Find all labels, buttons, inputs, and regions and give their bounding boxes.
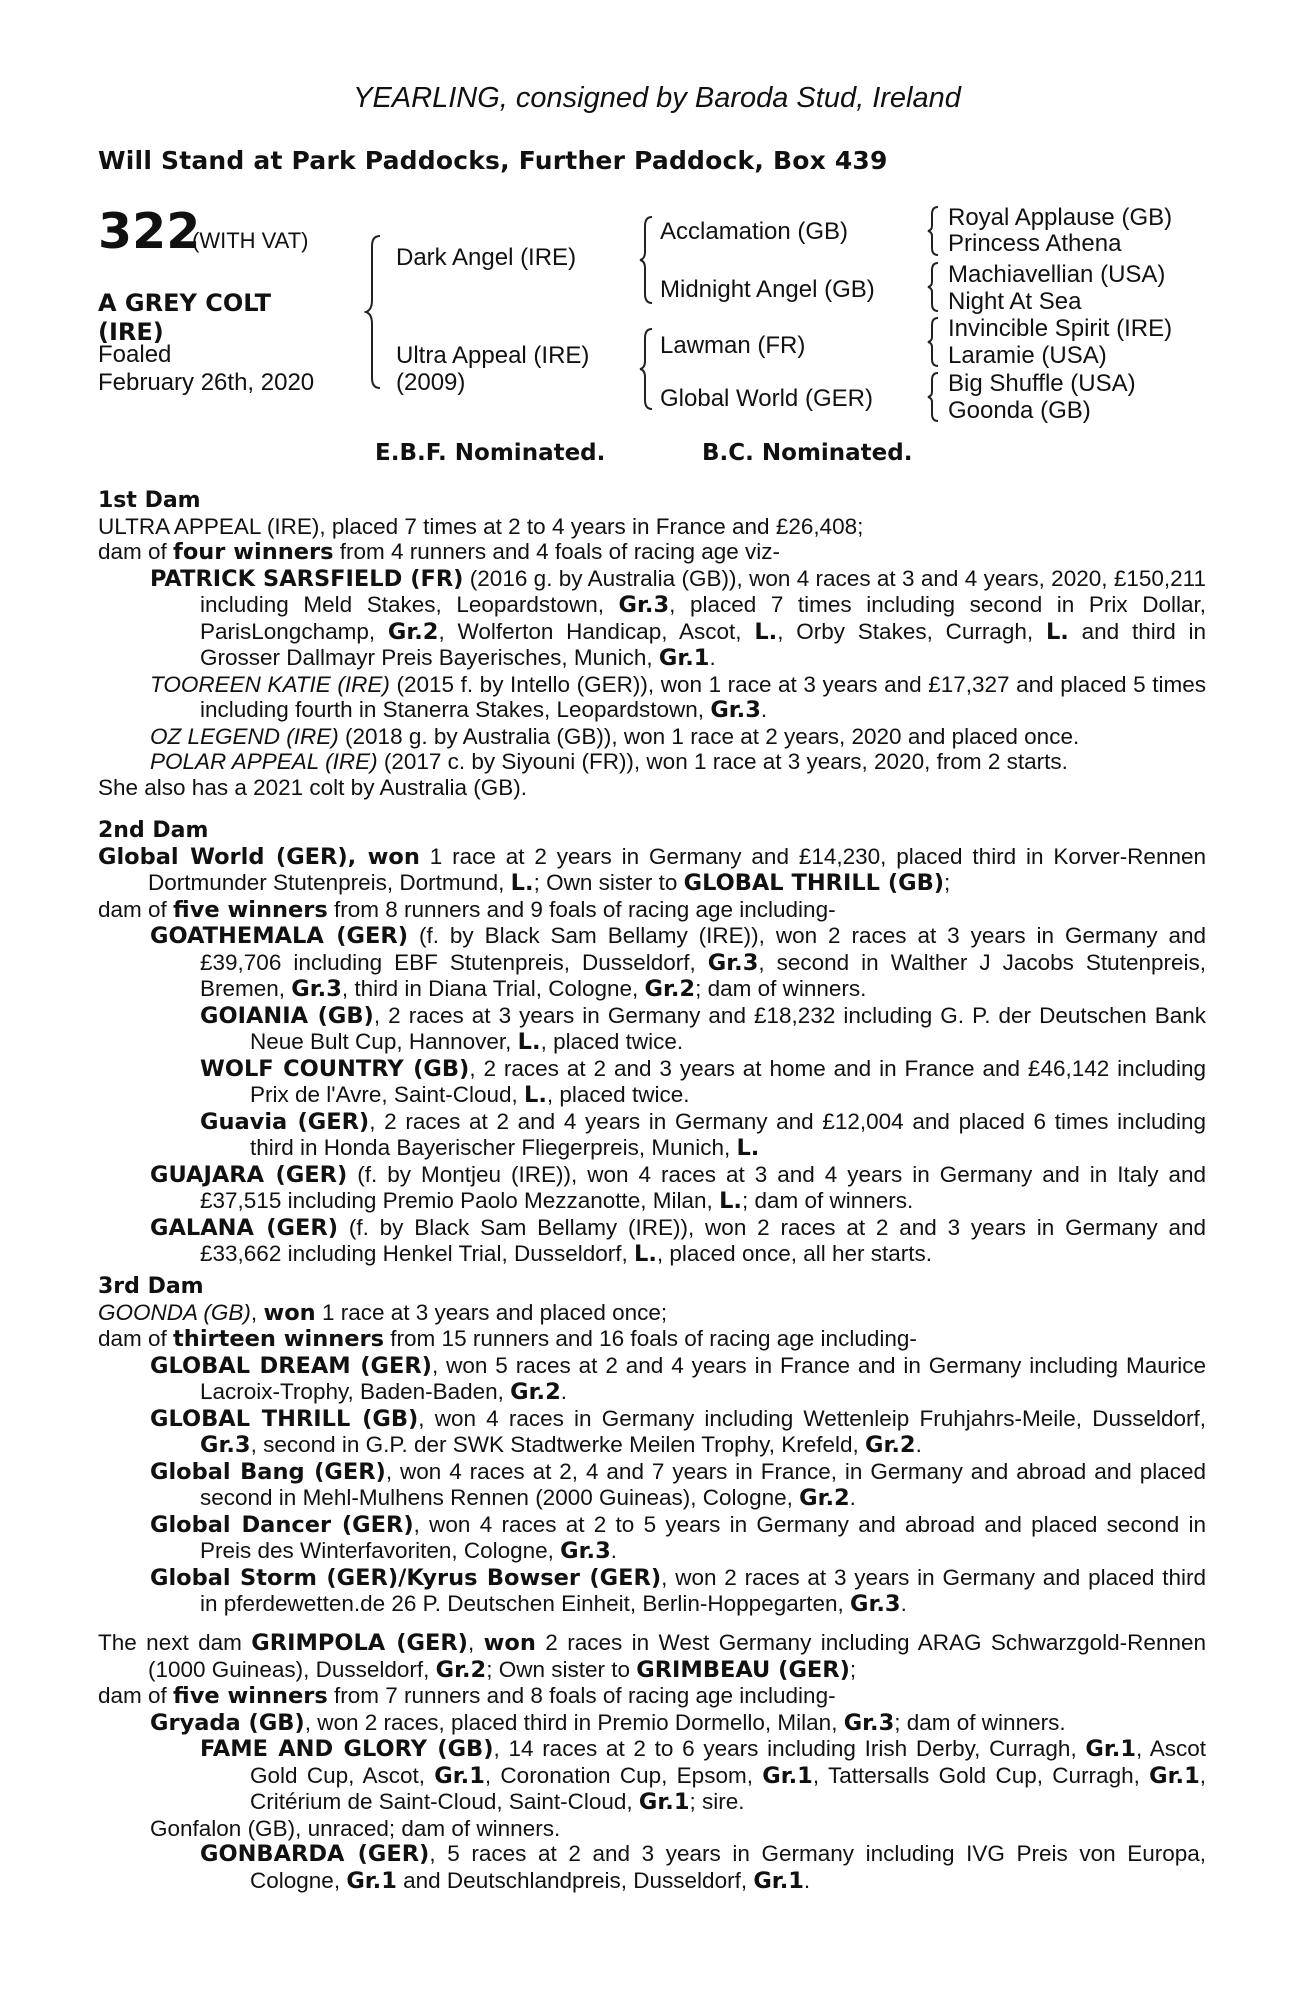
text-run: Gr.1: [638, 1789, 690, 1815]
text-run: , second in G.P. der SWK Stadtwerke Meilen Trophy, Krefeld,: [250, 1432, 866, 1457]
text-run: ; dam of winners.: [894, 1709, 1066, 1735]
brace-gen3-1: [926, 204, 944, 258]
text-run: GLOBAL THRILL (GB): [683, 870, 945, 896]
text-run: GRIMBEAU (GER): [636, 1656, 850, 1683]
text-run: dam of: [98, 1683, 174, 1708]
second-dam-section: [98, 818, 1206, 1268]
text-run: ULTRA APPEAL (IRE), placed 7 times at 2 to 4 years in France and £26,408;: [98, 513, 864, 539]
text-run: GRIMPOLA (GER): [251, 1630, 468, 1656]
lot-origin: (IRE): [98, 318, 164, 346]
text-run: , won: [347, 843, 420, 870]
text-paragraph: [98, 1683, 1206, 1710]
text-run: , 2 races at 2 and 3 years at home and in France and £46,142 including Prix de l'Avre, Saint-Cloud,: [250, 1055, 1206, 1107]
bc-nominated: B.C. Nominated.: [702, 440, 913, 466]
text-run: L.: [510, 870, 534, 896]
progeny-entry: [150, 749, 1206, 775]
first-dam-section: [98, 488, 1206, 800]
text-run: L.: [524, 1082, 547, 1108]
text-run: Gr.1: [434, 1762, 485, 1789]
text-run: GLOBAL DREAM (GER): [150, 1352, 432, 1379]
text-paragraph: [98, 897, 1206, 924]
dam-sire: Lawman (FR): [660, 332, 806, 359]
progeny-entry: [150, 1565, 1206, 1618]
text-run: Gr.2: [435, 1656, 487, 1683]
stand-location: Will Stand at Park Paddocks, Further Paddock, Box 439: [98, 146, 888, 175]
text-run: and third in Grosser Dallmayr Preis Bayerisches, Munich,: [200, 618, 1207, 670]
foaled-date: February 26th, 2020: [98, 369, 315, 396]
text-run: GOIANIA (GB): [200, 1002, 374, 1029]
text-run: Gr.2: [510, 1379, 561, 1405]
text-run: Gr.1: [753, 1867, 804, 1894]
text-run: , 2 races at 3 years in Germany and £18,232 including G. P. der Deutschen Bank Neue Bult Cup, Hannover,: [250, 1002, 1206, 1054]
text-run: OZ LEGEND (IRE): [150, 723, 339, 749]
sire-dam: Midnight Angel (GB): [660, 276, 875, 303]
text-run: Gr.1: [1085, 1736, 1136, 1762]
text-run: from 8 runners and 9 foals of racing age including-: [327, 896, 836, 922]
text-run: WOLF COUNTRY (GB): [200, 1055, 470, 1082]
gen3-dss: Invincible Spirit (IRE): [948, 315, 1173, 342]
text-run: (f. by Black Sam Bellamy (IRE)), won 2 races at 2 and 3 years in Germany and £33,662 including Henkel Trial, Dusseldorf,: [200, 1214, 1206, 1266]
brace-gen3-3: [926, 315, 944, 369]
text-run: four winners: [173, 539, 334, 565]
text-run: .: [900, 1591, 907, 1616]
text-run: , won 4 races at 2 to 5 years in Germany and abroad and placed second in Preis des Winterfavoriten, Cologne,: [200, 1511, 1207, 1563]
text-run: L.: [1045, 618, 1069, 645]
progeny-entry: [150, 1512, 1206, 1565]
text-run: L.: [719, 1188, 742, 1214]
gen3-dsd: Laramie (USA): [948, 342, 1107, 369]
text-paragraph: [98, 1630, 1206, 1683]
text-run: , Ascot Gold Cup, Ascot,: [250, 1736, 1206, 1788]
progeny-entry: [150, 672, 1206, 724]
gen3-sss: Royal Applause (GB): [948, 204, 1173, 231]
text-run: Gr.1: [658, 645, 710, 671]
lot-description: A GREY COLT: [98, 289, 271, 317]
text-run: , placed 7 times including second in Prix Dollar, ParisLongchamp,: [200, 592, 1206, 644]
text-run: , 2 races at 2 and 4 years in Germany and £12,004 and placed 6 times including third in Honda Bayerischer Fliegerpreis, Munich,: [250, 1108, 1206, 1160]
text-run: ;: [849, 1656, 857, 1682]
text-run: GUAJARA (GER): [150, 1161, 348, 1188]
text-run: Gr.3: [710, 697, 761, 723]
text-run: 1 race at 3 years and placed once;: [315, 1299, 668, 1325]
text-paragraph: [98, 1300, 1206, 1327]
progeny-entry: [150, 1215, 1206, 1268]
text-run: (2018 g. by Australia (GB)), won 1 race at 2 years, 2020 and placed once.: [338, 723, 1080, 749]
text-run: ; Own sister to: [486, 1656, 637, 1682]
text-run: .: [760, 697, 768, 722]
text-run: Global Dancer (GER): [150, 1511, 414, 1538]
text-run: , second in Walther J Jacobs Stutenpreis, Bremen,: [200, 949, 1206, 1001]
dam-year: (2009): [396, 369, 466, 396]
foaled-label: Foaled: [98, 341, 172, 368]
text-run: POLAR APPEAL (IRE): [150, 749, 378, 774]
text-run: L.: [517, 1029, 541, 1055]
text-run: , Orby Stakes, Curragh,: [777, 618, 1046, 644]
text-run: Gr.3: [843, 1709, 895, 1736]
progeny-entry: [150, 1353, 1206, 1406]
brace-gen3-2: [926, 260, 944, 314]
text-run: GONBARDA (GER): [200, 1841, 430, 1867]
text-paragraph: [98, 1326, 1206, 1353]
text-run: 2 races in West Germany including ARAG Schwarzgold-Rennen (1000 Guineas), Dusseldorf,: [148, 1630, 1206, 1682]
progeny-entry: [200, 1736, 1206, 1816]
text-run: Gr.3: [618, 592, 670, 618]
section-heading: 3rd Dam: [98, 1274, 204, 1299]
vat-label: (WITH VAT): [192, 228, 309, 253]
text-run: , placed twice.: [546, 1082, 690, 1107]
text-run: , Coronation Cup, Epsom,: [484, 1762, 763, 1788]
third-dam-section: [98, 1274, 1206, 1618]
text-run: , Wolferton Handicap, Ascot,: [438, 618, 755, 644]
text-run: GLOBAL THRILL (GB): [150, 1405, 419, 1432]
text-run: ; sire.: [689, 1789, 745, 1814]
section-heading: 1st Dam: [98, 488, 201, 513]
text-run: Global Bang (GER): [150, 1458, 386, 1485]
text-run: 1 race at 2 years in Germany and £14,230, placed third in Korver-Rennen Dortmunder Stutenpreis, Dortmund,: [148, 843, 1207, 895]
text-run: .: [560, 1379, 567, 1404]
text-run: .: [610, 1538, 617, 1563]
text-run: thirteen winners: [173, 1326, 385, 1352]
text-run: Gr.3: [291, 976, 342, 1002]
pedigree-brace-sire: [638, 214, 660, 306]
text-run: five winners: [173, 1683, 328, 1709]
sire-name: Dark Angel (IRE): [396, 244, 577, 271]
text-run: Gr.3: [850, 1591, 901, 1617]
text-run: Gr.3: [560, 1538, 611, 1564]
gen3-dds: Big Shuffle (USA): [948, 370, 1136, 397]
text-paragraph: [98, 844, 1206, 897]
text-run: PATRICK SARSFIELD (FR): [150, 565, 464, 592]
text-paragraph: She also has a 2021 colt by Australia (GB).: [98, 774, 527, 800]
dam-dam: Global World (GER): [660, 385, 873, 412]
text-run: Gr.2: [387, 618, 439, 645]
text-run: (2016 g. by Australia (GB)), won 4 races at 3 and 4 years, 2020, £150,211 including Meld Stakes, Leopardstown,: [200, 565, 1206, 617]
text-run: ; dam of winners.: [695, 976, 867, 1001]
text-run: Gryada (GB): [150, 1709, 305, 1736]
text-run: .: [803, 1867, 811, 1893]
progeny-entry: [200, 1003, 1206, 1056]
text-run: five winners: [173, 896, 328, 923]
progeny-entry: [150, 1459, 1206, 1512]
next-dam-section: [98, 1630, 1206, 1894]
text-run: (2015 f. by Intello (GER)), won 1 race at 3 years and £17,327 and placed 5 times including fourth in Stanerra Stakes, Leopardstown,: [200, 671, 1207, 722]
progeny-entry: [150, 1406, 1206, 1459]
text-run: , won 5 races at 2 and 4 years in France and in Germany including Maurice Lacroix-Trophy, Baden-Baden,: [200, 1352, 1206, 1404]
text-run: .: [849, 1485, 856, 1510]
dam-name: Ultra Appeal (IRE): [396, 342, 590, 369]
text-run: Global Storm (GER)/Kyrus Bowser (GER): [150, 1564, 662, 1591]
gen3-ssd: Princess Athena: [948, 230, 1122, 257]
text-run: The next dam: [98, 1630, 252, 1655]
text-run: Gr.2: [644, 976, 696, 1002]
progeny-entry: [150, 724, 1206, 750]
text-run: ,: [250, 1299, 264, 1325]
text-run: and Deutschlandpreis, Dusseldorf,: [396, 1867, 754, 1893]
text-run: , won 2 races, placed third in Premio Dormello, Milan,: [304, 1709, 844, 1735]
text-run: Gr.2: [865, 1432, 916, 1458]
text-run: GOONDA (GB): [98, 1299, 251, 1325]
section-heading: 2nd Dam: [98, 818, 209, 843]
brace-gen3-4: [926, 370, 944, 424]
text-run: Gr.2: [799, 1485, 850, 1511]
progeny-entry: [150, 566, 1206, 672]
text-run: L.: [634, 1241, 657, 1267]
text-run: from 4 runners and 4 foals of racing age viz-: [333, 539, 781, 564]
text-run: GALANA (GER): [150, 1214, 339, 1241]
pedigree-brace-main: [364, 232, 388, 392]
text-run: dam of: [98, 539, 174, 564]
text-run: , 5 races at 2 and 3 years in Germany including IVG Preis von Europa, Cologne,: [250, 1841, 1207, 1893]
text-run: Gr.1: [1149, 1762, 1200, 1789]
text-run: , 14 races at 2 to 6 years including Irish Derby, Curragh,: [493, 1736, 1086, 1761]
text-run: (f. by Montjeu (IRE)), won 4 races at 3 and 4 years in Germany and in Italy and £37,515 including Premio Paolo Mezzanotte, Milan,: [200, 1161, 1207, 1213]
text-run: Gr.3: [200, 1432, 251, 1458]
text-run: dam of: [98, 1326, 174, 1351]
text-run: , third in Diana Trial, Cologne,: [341, 976, 645, 1001]
text-run: from 7 runners and 8 foals of racing age including-: [327, 1683, 836, 1708]
text-run: FAME AND GLORY (GB): [200, 1736, 494, 1762]
text-run: , placed once, all her starts.: [656, 1241, 933, 1266]
gen3-sds: Machiavellian (USA): [948, 261, 1166, 288]
text-run: ; dam of winners.: [741, 1188, 914, 1213]
gen3-sdd: Night At Sea: [948, 288, 1082, 315]
text-run: won: [483, 1630, 536, 1656]
text-run: from 15 runners and 16 foals of racing age including-: [384, 1326, 917, 1351]
progeny-entry: [150, 1710, 1206, 1737]
sire-sire: Acclamation (GB): [660, 218, 849, 245]
text-run: , placed twice.: [540, 1029, 684, 1054]
text-run: Gr.1: [762, 1762, 813, 1789]
text-run: TOOREEN KATIE (IRE): [150, 671, 390, 697]
text-run: , won 4 races in Germany including Wettenleip Fruhjahrs-Meile, Dusseldorf,: [418, 1405, 1206, 1431]
text-run: Global World (GER): [98, 843, 348, 870]
progeny-entry: [200, 1056, 1206, 1109]
text-run: ;: [944, 870, 951, 895]
text-run: , won 2 races at 3 years in Germany and placed third in pferdewetten.de 26 P. Deutschen Einheit, Berlin-Hoppegarten,: [200, 1564, 1206, 1616]
text-paragraph: [98, 539, 1206, 566]
text-run: L.: [736, 1135, 760, 1161]
text-run: L.: [754, 618, 778, 645]
ebf-nominated: E.B.F. Nominated.: [375, 440, 606, 466]
text-run: .: [709, 645, 716, 670]
text-run: Gr.1: [346, 1867, 397, 1894]
text-run: (f. by Black Sam Bellamy (IRE)), won 2 races at 3 years in Germany and £39,706 including EBF Stutenpreis, Dusseldorf,: [200, 923, 1206, 975]
gen3-ddd: Goonda (GB): [948, 397, 1091, 424]
text-run: .: [915, 1432, 922, 1457]
text-run: (2017 c. by Siyouni (FR)), won 1 race at 3 years, 2020, from 2 starts.: [377, 749, 1068, 774]
text-run: won: [263, 1299, 316, 1326]
text-run: , Tattersalls Gold Cup, Curragh,: [812, 1762, 1150, 1788]
text-run: ; Own sister to: [533, 870, 684, 895]
lot-number: 322: [98, 203, 201, 260]
text-run: , won 4 races at 2, 4 and 7 years in France, in Germany and abroad and placed second in Mehl-Mulhens Rennen (2000 Guineas), Cologne,: [200, 1458, 1206, 1510]
pedigree-brace-dam: [638, 326, 660, 412]
progeny-entry: [200, 1109, 1206, 1162]
progeny-entry: Gonfalon (GB), unraced; dam of winners.: [150, 1815, 561, 1841]
progeny-entry: [150, 923, 1206, 1003]
text-run: dam of: [98, 896, 174, 922]
progeny-entry: [150, 1162, 1206, 1215]
text-run: , Critérium de Saint-Cloud, Saint-Cloud,: [250, 1762, 1206, 1814]
text-run: ,: [467, 1630, 484, 1655]
text-paragraph: [98, 514, 1206, 540]
text-run: GOATHEMALA (GER): [150, 923, 409, 949]
text-run: Gr.3: [707, 949, 759, 976]
catalogue-title: YEARLING, consigned by Baroda Stud, Ireland: [353, 82, 961, 114]
text-run: Guavia (GER): [200, 1108, 370, 1135]
progeny-entry: [200, 1841, 1206, 1894]
